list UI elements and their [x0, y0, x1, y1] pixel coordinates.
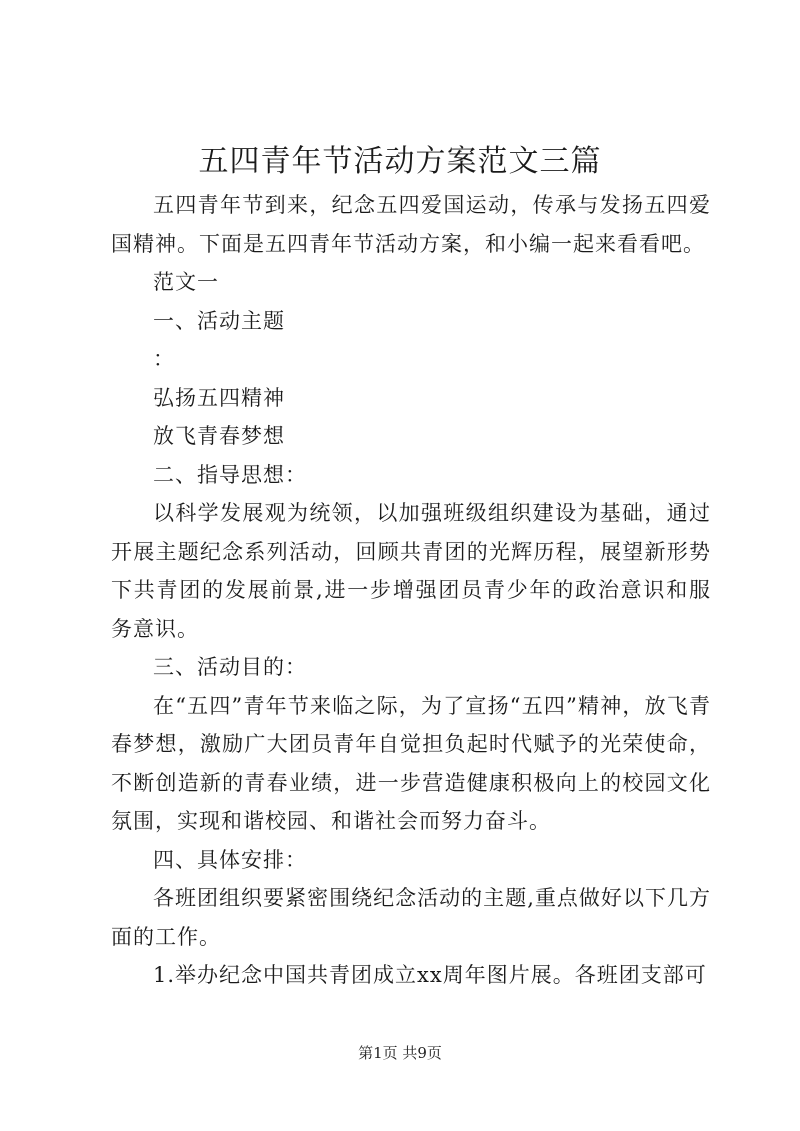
document-body: [111, 186, 711, 995]
section-heading-purpose: 三、活动目的：: [153, 655, 307, 679]
purpose-paragraph: 在“五四”青年节来临之际，为了宣扬“五四”精神，放飞青春梦想，激励广大团员青年自觉担负起时代赋予的光荣使命，不断创造新的青春业绩，进一步营造健康积极向上的校园文化氛围，实现和谐校园、和谐社会而努力奋斗。: [111, 693, 711, 833]
section-heading-guiding-thought: 二、指导思想：: [153, 462, 307, 487]
guiding-thought-paragraph: 以科学发展观为统领，以加强班级组织建设为基础，通过开展主题纪念系列活动，回顾共青团的光辉历程，展望新形势下共青团的发展前景,进一步增强团员青少年的政治意识和服务意识。: [111, 501, 711, 641]
theme-colon: ：: [153, 347, 175, 371]
section-heading-sample-one: 范文一: [153, 270, 219, 294]
theme-line-2: 放飞青春梦想: [153, 424, 285, 448]
page-footer: 第1页 共9页: [358, 1044, 442, 1062]
intro-paragraph: 五四青年节到来，纪念五四爱国运动，传承与发扬五四爱国精神。下面是五四青年节活动方案，和小编一起来看看吧。: [111, 193, 711, 256]
document-title: 五四青年节活动方案范文三篇: [198, 144, 602, 179]
section-heading-arrangement: 四、具体安排：: [153, 847, 307, 872]
theme-line-1: 弘扬五四精神: [153, 385, 285, 410]
arrangement-item-1: 1.举办纪念中国共青团成立xx周年图片展。各班团支部可: [153, 963, 707, 987]
arrangement-paragraph: 各班团组织要紧密围绕纪念活动的主题,重点做好以下几方面的工作。: [111, 886, 711, 949]
section-heading-theme: 一、活动主题: [153, 308, 285, 333]
